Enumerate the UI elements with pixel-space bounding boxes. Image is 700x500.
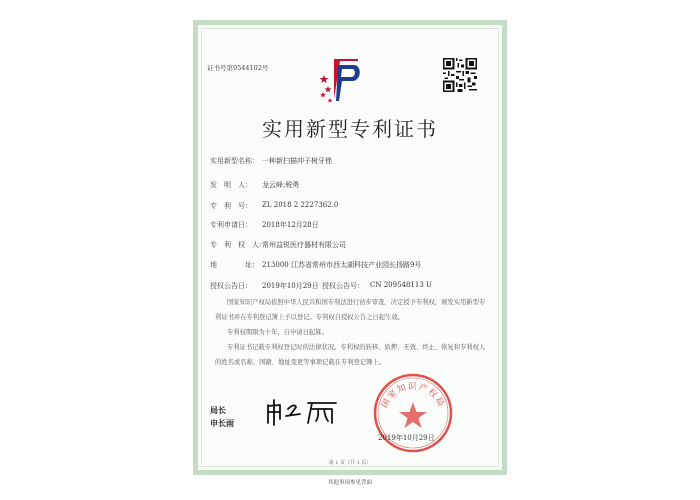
field-value-inventor: 龙云峰;税勇 [262, 181, 300, 189]
patent-office-logo-icon [318, 55, 364, 105]
field-value-grant-date: 2019年10月29日 [262, 282, 319, 290]
certificate-title: 实用新型专利证书 [262, 117, 438, 141]
field-label-name: 实用新型名称： [210, 157, 259, 165]
field-value-address: 213000 江苏省常州市西太湖科技产业园长扬路9号 [262, 261, 422, 269]
field-label-grant-date: 授权公告日： [210, 282, 252, 290]
qr-code-icon [443, 58, 477, 92]
seal-text: 国家知识产权局 [379, 382, 447, 410]
body-paragraph-3: 专利证书记载专利权登记时的法律状况。专利权的转移、质押、无效、终止、恢复和专利权人的姓名或名称、国籍、地址变更等事项记载在专利登记簿上。 [215, 344, 486, 366]
field-label-inventor: 发 明 人： [210, 181, 252, 189]
field-value-patentee: 常州益锐医疗器材有限公司 [262, 241, 346, 249]
field-value-filing-date: 2018年12月28日 [262, 221, 319, 229]
issue-date: 2019年10月29日 [378, 434, 435, 442]
footer-note: 其他事项参见背面 [327, 480, 372, 486]
field-label-grant-no: 授权公告号： [322, 282, 364, 290]
field-label-patent-no: 专 利 号： [210, 202, 252, 210]
field-value-name: 一种新扫描冲子树牙锉 [262, 157, 332, 165]
page-number: 第 1 页（共 1 页） [328, 460, 372, 466]
field-label-filing-date: 专利申请日： [210, 221, 252, 229]
field-value-patent-no: ZL 2018 2 2227362.0 [262, 201, 339, 209]
handwritten-signature-icon [262, 397, 342, 427]
certificate-body [215, 295, 487, 370]
body-paragraph-1: 国家知识产权局依照中华人民共和国专利法进行初步审查，决定授予专利权，颁发实用新型专利证书并在专利登记簿上予以登记。专利权自授权公告之日起生效。 [215, 299, 486, 321]
body-paragraph-2: 专利权期限为十年，自申请日起算。 [227, 329, 328, 336]
certificate-number: 证书号第9544102号 [207, 64, 269, 72]
signature-title-1: 局长 [210, 405, 226, 415]
field-value-grant-no: CN 209548113 U [370, 281, 432, 289]
field-label-patentee: 专 利 权 人： [210, 241, 266, 249]
field-label-address: 地 址： [210, 261, 259, 269]
signature-title-2: 申长雨 [210, 418, 234, 428]
